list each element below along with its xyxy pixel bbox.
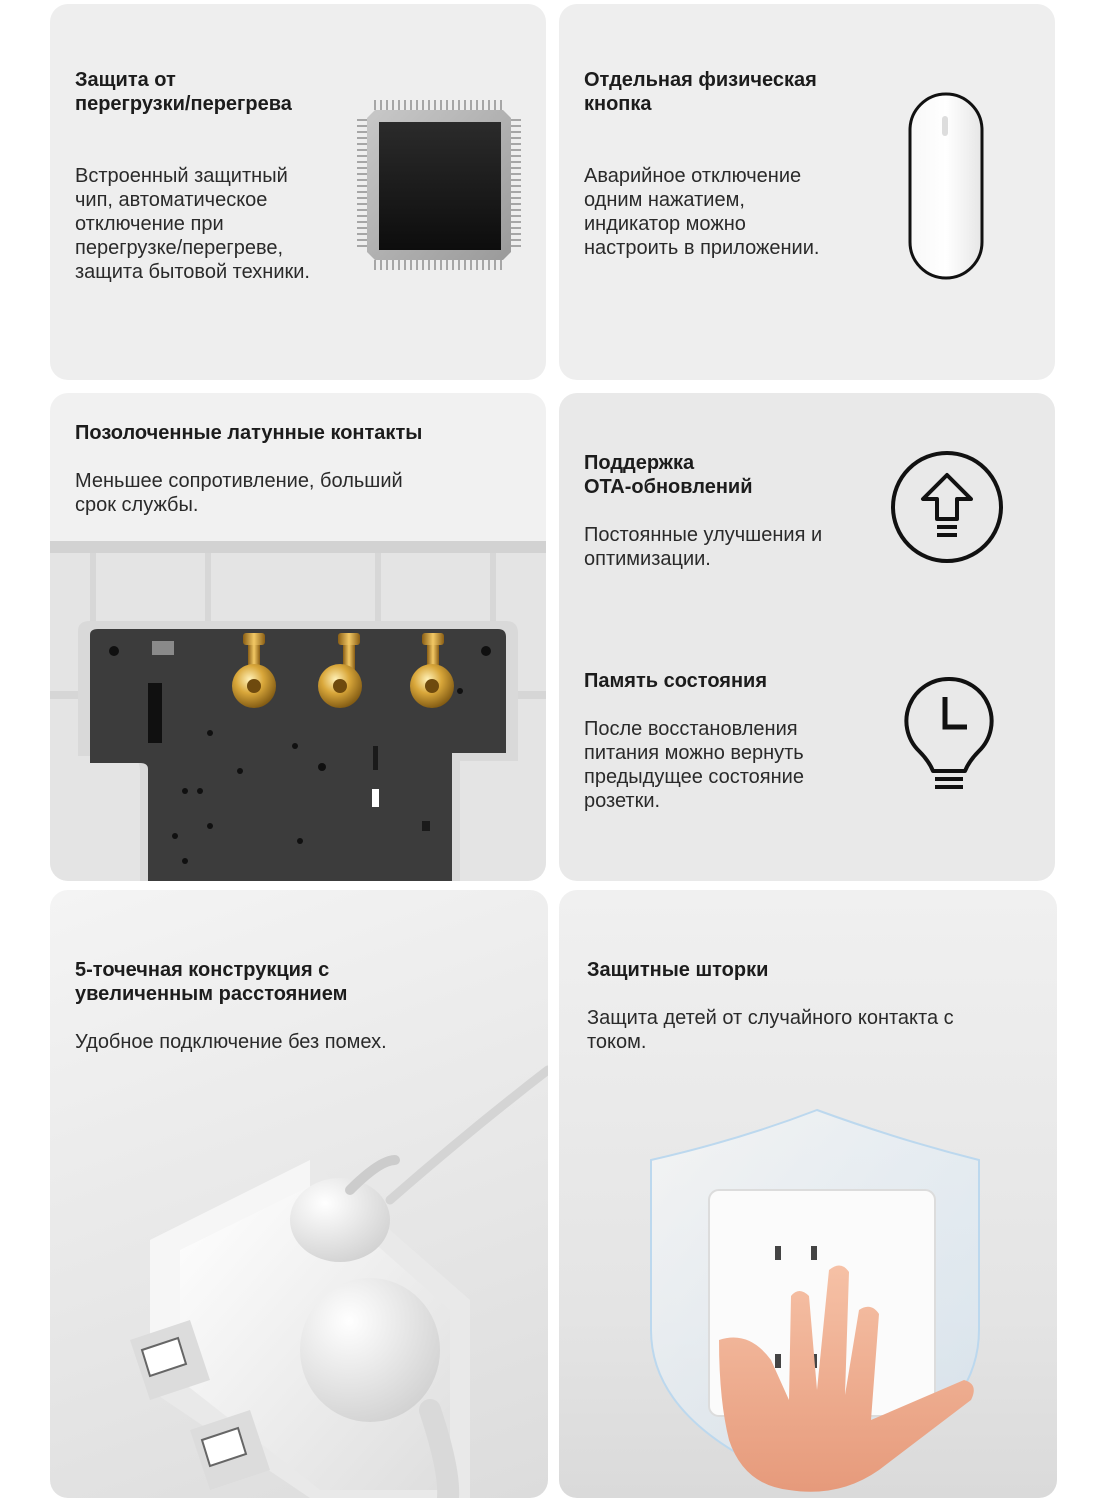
feature-card-contacts bbox=[50, 393, 546, 881]
card-title: Защитные шторки bbox=[587, 959, 769, 981]
card-description: Аварийное отключение одним нажатием, индикатор можно настроить в приложении. bbox=[584, 165, 820, 259]
chip-icon bbox=[355, 96, 525, 274]
card-description: Защита детей от случайного контакта с током. bbox=[587, 1007, 954, 1053]
feature-card-5point bbox=[50, 890, 548, 1498]
physical-button-icon bbox=[904, 88, 990, 284]
card-description: Удобное подключение без помех. bbox=[75, 1031, 387, 1053]
feature-card-overload bbox=[50, 4, 546, 380]
card-title: Защита от перегрузки/перегрева bbox=[75, 69, 292, 115]
card-description-ota: Постоянные улучшения и оптимизации. bbox=[584, 524, 823, 570]
card-title-memory: Память состояния bbox=[584, 670, 768, 692]
plugged-socket-image bbox=[50, 1050, 548, 1498]
card-description: Меньшее сопротивление, больший срок службы. bbox=[75, 470, 403, 516]
card-description: Встроенный защитный чип, автоматическое отключение при перегрузке/перегреве, защита бытовой техники. bbox=[75, 165, 310, 283]
feature-card-ota-memory bbox=[559, 393, 1055, 881]
upload-arrow-icon bbox=[889, 449, 1005, 565]
card-title: Отдельная физическая кнопка bbox=[584, 69, 817, 115]
feature-card-shutters bbox=[559, 890, 1057, 1498]
card-title-ota: Поддержка OTA-обновлений bbox=[584, 452, 753, 498]
brass-contacts-image bbox=[50, 541, 546, 881]
card-description-memory: После восстановления питания можно вернуть предыдущее состояние розетки. bbox=[584, 718, 804, 812]
shield-socket-image bbox=[559, 1100, 1057, 1498]
feature-card-button bbox=[559, 4, 1055, 380]
clock-bulb-icon bbox=[903, 675, 995, 797]
card-title: Позолоченные латунные контакты bbox=[75, 422, 423, 444]
card-title: 5-точечная конструкция с увеличенным расстоянием bbox=[75, 959, 348, 1005]
